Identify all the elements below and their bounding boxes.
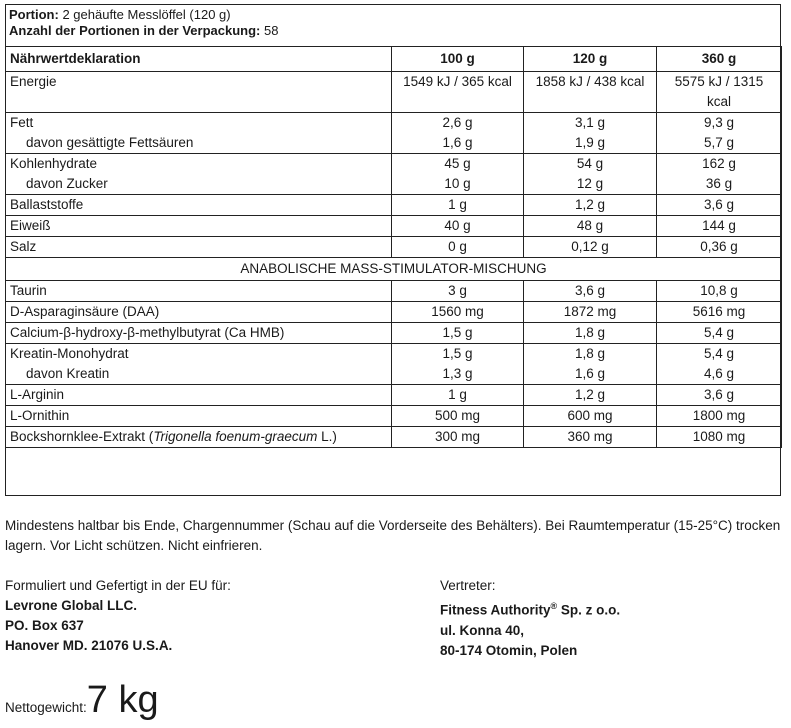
value-cell	[657, 344, 782, 385]
portion-count-value: 58	[264, 23, 279, 38]
table-row	[6, 72, 782, 113]
portion-info	[9, 7, 278, 39]
value-cell	[392, 195, 524, 216]
value-cell	[657, 72, 782, 113]
nutrient-value: 0,12 g	[571, 239, 609, 254]
header-declaration: Nährwertdeklaration	[6, 47, 392, 72]
nutrient-value: 10 g	[444, 176, 471, 191]
nutrient-value: 1,3 g	[442, 366, 473, 381]
nutrient-value: 10,8 g	[700, 283, 738, 298]
nutrient-value: 5,4 g	[703, 346, 735, 361]
nutrient-value: 5,4 g	[703, 325, 735, 340]
nutrient-name: L-Ornithin	[10, 408, 70, 423]
nutrient-value: 40 g	[444, 218, 471, 233]
storage-notes: Mindestens haltbar bis Ende, Chargennummer (Schau auf die Vorderseite des Behälters). Bei Raumtemperatur (15-25°C) trocken lagern. Vor Licht schützen. Nicht einfrieren.	[5, 518, 781, 553]
table-row	[6, 385, 782, 406]
nutrient-name-cell	[6, 427, 392, 448]
nutrient-value: 4,6 g	[703, 366, 735, 381]
value-cell	[524, 72, 657, 113]
nutrient-value: 5575 kJ / 1315 kcal	[674, 74, 764, 109]
value-cell: 360 mg	[524, 427, 657, 448]
nutrient-subname: davon Kreatin	[26, 366, 110, 381]
table-row	[6, 113, 782, 154]
representative-block	[440, 576, 620, 661]
value-cell	[392, 302, 524, 323]
nutrient-value: 1560 mg	[431, 304, 484, 319]
value-cell	[657, 216, 782, 237]
nutrient-name: Kreatin-Monohydrat	[10, 346, 129, 361]
value-cell	[392, 344, 524, 385]
nutrient-subname: davon gesättigte Fettsäuren	[26, 135, 194, 150]
nutrient-name: D-Asparaginsäure (DAA)	[10, 304, 160, 319]
nutrient-value: 5,7 g	[703, 135, 735, 150]
nutrient-value: 1,9 g	[574, 135, 606, 150]
nutrient-value: 5616 mg	[692, 304, 746, 319]
nutrient-name-suffix: L.)	[317, 429, 337, 444]
value-cell	[657, 323, 782, 344]
nutrient-name: Fett	[10, 115, 34, 130]
section-title-row	[6, 258, 782, 281]
nutrient-value: 1 g	[448, 197, 467, 212]
nutrient-value: 1,8 g	[574, 325, 606, 340]
nutrient-value: 1800 mg	[692, 408, 746, 423]
value-cell	[657, 237, 782, 258]
table-row	[6, 406, 782, 427]
table-row	[6, 216, 782, 237]
manufacturer-intro: Formuliert und Gefertigt in der EU für:	[5, 578, 231, 593]
table-header-row	[6, 47, 782, 72]
portion-label: Portion:	[9, 7, 59, 22]
nutrient-name: Calcium-β-hydroxy-β-methylbutyrat (Ca HMB)	[10, 325, 285, 340]
value-cell	[392, 216, 524, 237]
value-cell	[657, 195, 782, 216]
nutrient-value: 1,2 g	[574, 197, 606, 212]
nutrient-name: Kohlenhydrate	[10, 156, 98, 171]
value-cell	[524, 323, 657, 344]
portion-count-label: Anzahl der Portionen in der Verpackung:	[9, 23, 261, 38]
nutrient-name: Salz	[10, 239, 37, 254]
value-cell	[392, 237, 524, 258]
value-cell	[657, 113, 782, 154]
value-cell	[524, 113, 657, 154]
manufacturer-line: Levrone Global LLC.	[5, 598, 138, 613]
value-cell	[657, 302, 782, 323]
value-cell	[392, 406, 524, 427]
nutrient-value: 0,36 g	[700, 239, 738, 254]
value-cell	[392, 323, 524, 344]
nutrient-name-cell	[6, 154, 392, 195]
net-weight-label: Nettogewicht:	[5, 700, 87, 715]
manufacturer-line: PO. Box 637	[5, 618, 84, 633]
value-cell	[657, 281, 782, 302]
net-weight	[5, 680, 159, 720]
nutrient-value: 3,6 g	[703, 387, 735, 402]
nutrient-value: 2,6 g	[442, 115, 473, 130]
header-amount: 120 g	[524, 47, 657, 72]
nutrient-name: Eiweiß	[10, 218, 51, 233]
manufacturer-line: Hanover MD. 21076 U.S.A.	[5, 638, 173, 653]
nutrient-value: 1,6 g	[442, 135, 473, 150]
table-row	[6, 237, 782, 258]
table-row	[6, 281, 782, 302]
portion-value: 2 gehäufte Messlöffel (120 g)	[62, 7, 231, 22]
nutrient-name-cell	[6, 406, 392, 427]
nutrient-name-cell	[6, 385, 392, 406]
nutrition-table	[5, 46, 782, 448]
nutrient-value: 9,3 g	[703, 115, 735, 130]
table-row	[6, 195, 782, 216]
nutrient-value: 1,5 g	[442, 346, 473, 361]
nutrient-name-cell	[6, 237, 392, 258]
nutrient-name-cell	[6, 216, 392, 237]
nutrient-value: 3,6 g	[703, 197, 735, 212]
nutrient-value: 1,8 g	[574, 346, 606, 361]
manufacturer-block	[5, 576, 231, 656]
nutrient-name-cell	[6, 72, 392, 113]
value-cell	[392, 113, 524, 154]
value-cell	[392, 281, 524, 302]
section-title: ANABOLISCHE MASS-STIMULATOR-MISCHUNG	[6, 258, 782, 281]
representative-name: Fitness Authority® Sp. z o.o.	[440, 601, 621, 618]
value-cell: 300 mg	[392, 427, 524, 448]
value-cell	[392, 385, 524, 406]
nutrient-value: 3,6 g	[574, 283, 606, 298]
nutrient-name: Energie	[10, 74, 57, 89]
nutrient-value: 45 g	[444, 156, 471, 171]
value-cell: 1080 mg	[657, 427, 782, 448]
nutrient-subname: davon Zucker	[26, 176, 108, 191]
nutrient-value: 1,6 g	[574, 366, 606, 381]
nutrient-value: 3 g	[448, 283, 467, 298]
nutrient-value: 1,2 g	[574, 387, 606, 402]
value-cell	[392, 154, 524, 195]
nutrient-name-cell	[6, 113, 392, 154]
nutrient-name-cell	[6, 302, 392, 323]
nutrient-value: 12 g	[576, 176, 604, 191]
nutrient-value: 0 g	[448, 239, 467, 254]
value-cell	[524, 385, 657, 406]
nutrient-value: 48 g	[576, 218, 604, 233]
table-row	[6, 302, 782, 323]
table-row	[6, 323, 782, 344]
nutrient-value: 36 g	[705, 176, 733, 191]
representative-intro: Vertreter:	[440, 578, 496, 593]
nutrient-value: 1872 mg	[563, 304, 617, 319]
value-cell	[524, 302, 657, 323]
header-amount: 100 g	[392, 47, 524, 72]
nutrient-value: 1,5 g	[442, 325, 473, 340]
nutrient-value: 54 g	[576, 156, 604, 171]
value-cell	[524, 195, 657, 216]
value-cell	[524, 237, 657, 258]
nutrient-name: Taurin	[10, 283, 47, 298]
value-cell	[657, 385, 782, 406]
value-cell	[657, 406, 782, 427]
nutrient-name-cell	[6, 344, 392, 385]
nutrient-value: 3,1 g	[574, 115, 606, 130]
value-cell	[524, 406, 657, 427]
value-cell	[392, 72, 524, 113]
latin-name: Trigonella foenum-graecum	[153, 429, 318, 444]
nutrient-value: 500 mg	[434, 408, 481, 423]
nutrient-value: 144 g	[702, 218, 736, 233]
nutrient-name-cell	[6, 323, 392, 344]
net-weight-value: 7 kg	[86, 679, 159, 721]
value-cell	[524, 154, 657, 195]
nutrient-value: 1858 kJ / 438 kcal	[535, 74, 645, 89]
nutrient-value: 600 mg	[567, 408, 613, 423]
representative-line: 80-174 Otomin, Polen	[440, 642, 578, 658]
table-row	[6, 344, 782, 385]
table-row	[6, 427, 782, 448]
nutrient-name: L-Arginin	[10, 387, 65, 402]
nutrient-value: 1 g	[448, 387, 467, 402]
value-cell	[524, 216, 657, 237]
representative-line: ul. Konna 40,	[440, 622, 525, 638]
nutrient-value: 162 g	[702, 156, 736, 171]
nutrient-name: Bockshornklee-Extrakt (	[10, 429, 154, 444]
nutrient-name-cell	[6, 281, 392, 302]
nutrient-value: 1549 kJ / 365 kcal	[403, 74, 512, 89]
nutrient-name-cell	[6, 195, 392, 216]
value-cell	[524, 281, 657, 302]
nutrient-name: Ballaststoffe	[10, 197, 84, 212]
value-cell	[524, 344, 657, 385]
header-amount: 360 g	[657, 47, 782, 72]
table-row	[6, 154, 782, 195]
value-cell	[657, 154, 782, 195]
